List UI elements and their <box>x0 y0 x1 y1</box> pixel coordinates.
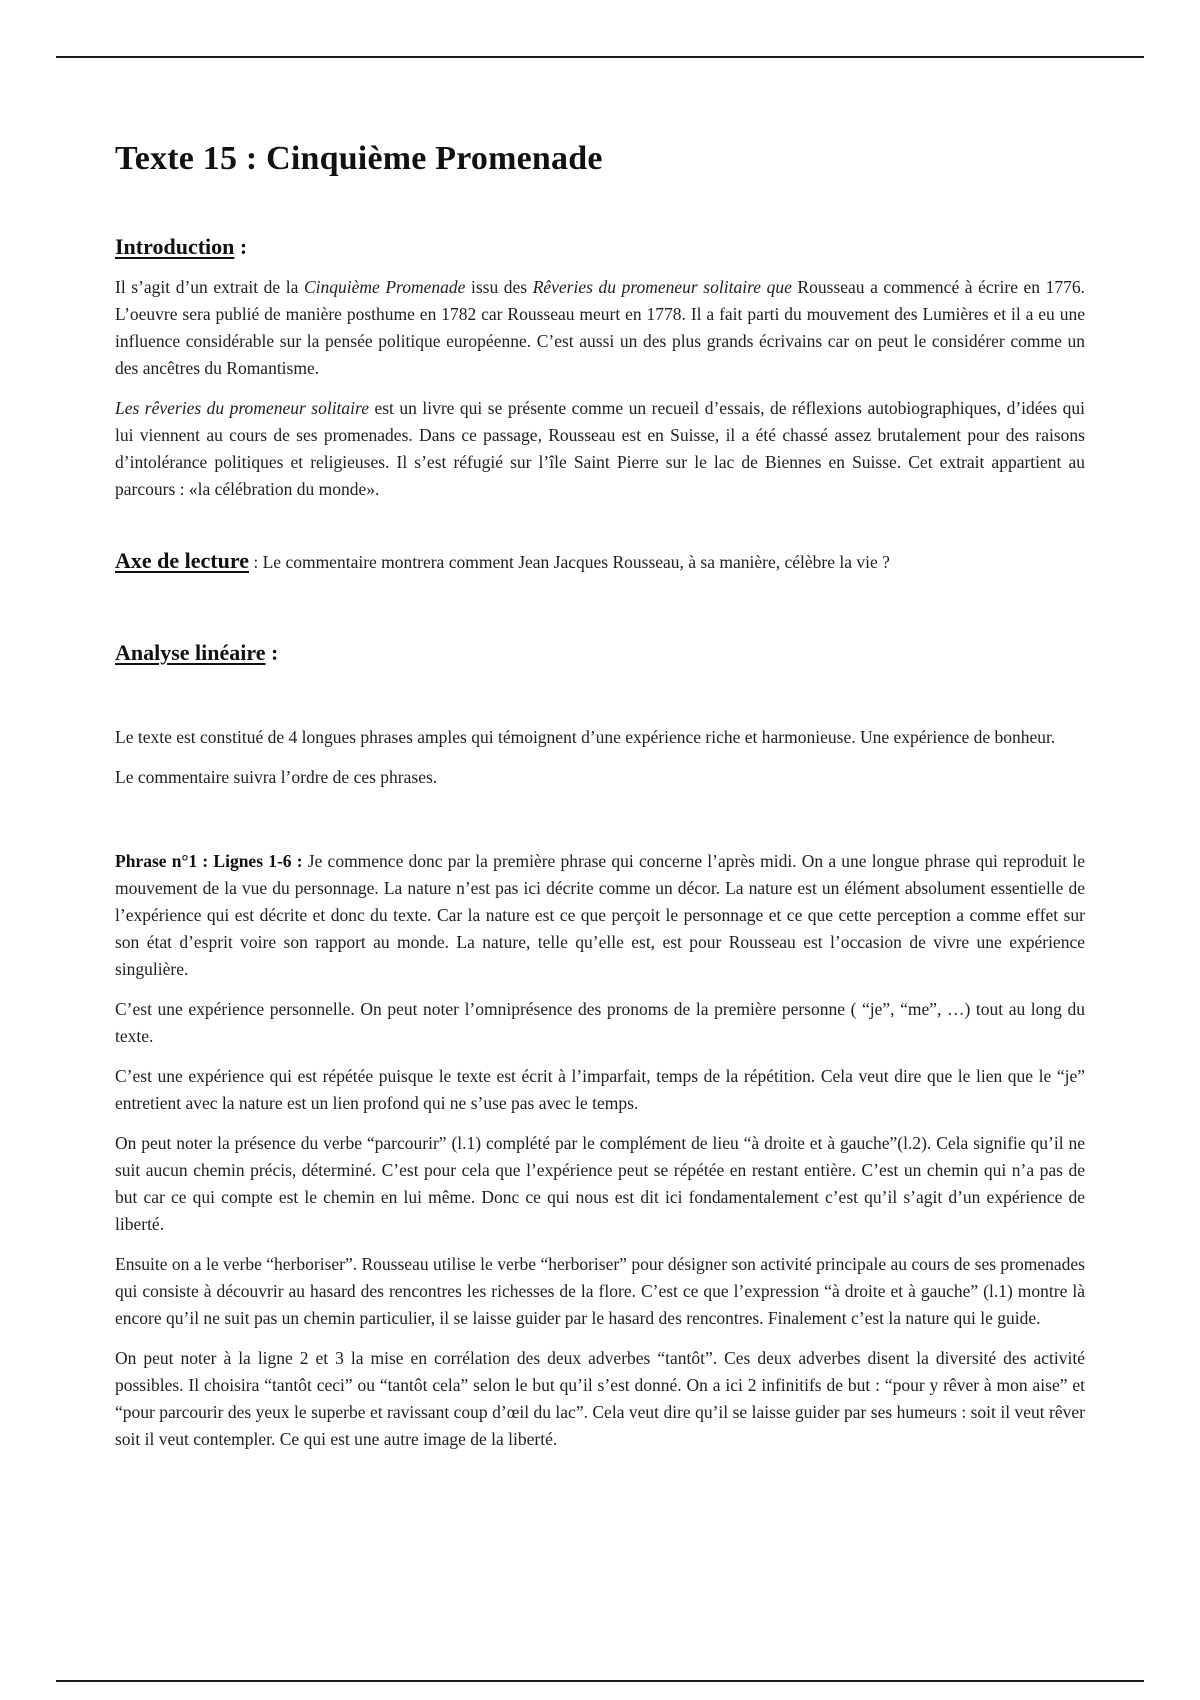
page-title: Texte 15 : Cinquième Promenade <box>115 140 603 177</box>
phrase1-label: Phrase n°1 : Lignes 1-6 : <box>115 851 303 871</box>
analyse-heading-suffix: : <box>265 640 279 665</box>
axe-text: : Le commentaire montrera comment Jean Jacques Rousseau, à sa manière, célèbre la vie ? <box>249 552 890 572</box>
analyse-heading <box>115 640 1085 666</box>
analyse-heading-text: Analyse linéaire <box>115 640 266 665</box>
top-rule <box>56 56 1144 58</box>
analyse-paragraph-1: Le texte est constitué de 4 longues phrases amples qui témoignent d’une expérience riche et harmonieuse. Une expérience de bonheur. <box>115 727 1056 747</box>
text-run: est un livre qui se présente comme un recueil d’essais, de réflexions autobiographiques, d’idées qui lui viennent au cours de ses promenades. Dans ce passage, Rousseau est en Suisse, il a été chassé assez brutalement pour des raisons d’intolérance politiques et religieuses. Il s’est réfugié sur l’île Saint Pierre sur le lac de Biennes en Suisse. Cet extrait appartient au parcours : «la célébration du monde». <box>115 398 1085 499</box>
document-body <box>115 140 1085 1466</box>
introduction-heading <box>115 234 1085 260</box>
introduction-heading-suffix: : <box>234 234 248 259</box>
text-run: Il s’agit d’un extrait de la <box>115 277 304 297</box>
introduction-paragraph-1 <box>115 274 1085 382</box>
text-run: issu des <box>465 277 533 297</box>
phrase1-paragraph-5: Ensuite on a le verbe “herboriser”. Rousseau utilise le verbe “herboriser” pour désigner son activité principale au cours de ses promenades qui consiste à découvrir au hasard des rencontres les richesses de la flore. C’est ce que l’expression “à droite et à gauche” (l.1) montre là encore qu’il ne suit pas un chemin particulier, il se laisse guider par le hasard des rencontres. Finalement c’est la nature qui le guide. <box>115 1254 1085 1328</box>
phrase1-paragraph-3: C’est une expérience qui est répétée puisque le texte est écrit à l’imparfait, temps de la répétition. Cela veut dire que le lien que le “je” entretient avec la nature est un lien profond qui ne s’use pas avec le temps. <box>115 1066 1085 1113</box>
phrase1-paragraph-6: On peut noter à la ligne 2 et 3 la mise en corrélation des deux adverbes “tantôt”. Ces deux adverbes disent la diversité des activité possibles. Il choisira “tantôt ceci” ou “tantôt cela” selon le but qu’il s’est donné. On a ici 2 infinitifs de but : “pour y rêver à mon aise” et “pour parcourir des yeux le superbe et ravissant coup d’œil du lac”. Cela veut dire qu’il se laisse guider par ses humeurs : soit il veut rêver soit il veut contempler. Ce qui est une autre image de la liberté. <box>115 1348 1085 1449</box>
axe-label: Axe de lecture <box>115 548 249 573</box>
phrase1-text: Je commence donc par la première phrase qui concerne l’après midi. On a une longue phrase qui reproduit le mouvement de la vue du personnage. La nature n’est pas ici décrite comme un décor. La nature est un élément absolument essentielle de l’expérience qui est décrite et donc du texte. Car la nature est ce que perçoit le personnage et ce que cette perception a comme effet sur son état d’esprit voire son rapport au monde. La nature, telle qu’elle est, est pour Rousseau est l’occasion de vivre une expérience singulière. <box>115 851 1086 979</box>
introduction-heading-text: Introduction <box>115 234 235 259</box>
phrase1-paragraph-4: On peut noter la présence du verbe “parcourir” (l.1) complété par le complément de lieu “à droite et à gauche”(l.2). Cela signifie qu’il ne suit aucun chemin précis, déterminé. C’est pour cela que l’expérience peut se répétée en restant entière. C’est un chemin qui n’a pas de but car ce qui compte est le chemin en lui même. Donc ce qui nous est dit ici fondamentalement c’est qu’il s’agit d’un expérience de liberté. <box>115 1133 1085 1234</box>
italic-title: Les rêveries du promeneur solitaire <box>115 398 369 418</box>
phrase1-paragraph-1 <box>115 848 1085 983</box>
phrase1-paragraph-2: C’est une expérience personnelle. On peut noter l’omniprésence des pronoms de la première personne ( “je”, “me”, …) tout au long du texte. <box>115 999 1085 1046</box>
introduction-paragraph-2 <box>115 395 1085 503</box>
text-run: Rousseau a commencé à écrire en 1776. L’oeuvre sera publié de manière posthume en 1782 car Rousseau meurt en 1778. Il a fait parti du mouvement des Lumières et il a eu une influence considérable sur la pensée politique européenne. C’est aussi un des plus grands écrivains car on peut le considérer comme un des ancêtres du Romantisme. <box>115 277 1086 378</box>
analyse-paragraph-2: Le commentaire suivra l’ordre de ces phrases. <box>115 767 438 787</box>
italic-title: Rêveries du promeneur solitaire que <box>532 277 792 297</box>
axe-de-lecture <box>115 547 1085 576</box>
italic-title: Cinquième Promenade <box>303 277 466 297</box>
bottom-rule <box>56 1680 1144 1682</box>
section-spacer <box>115 804 1085 848</box>
